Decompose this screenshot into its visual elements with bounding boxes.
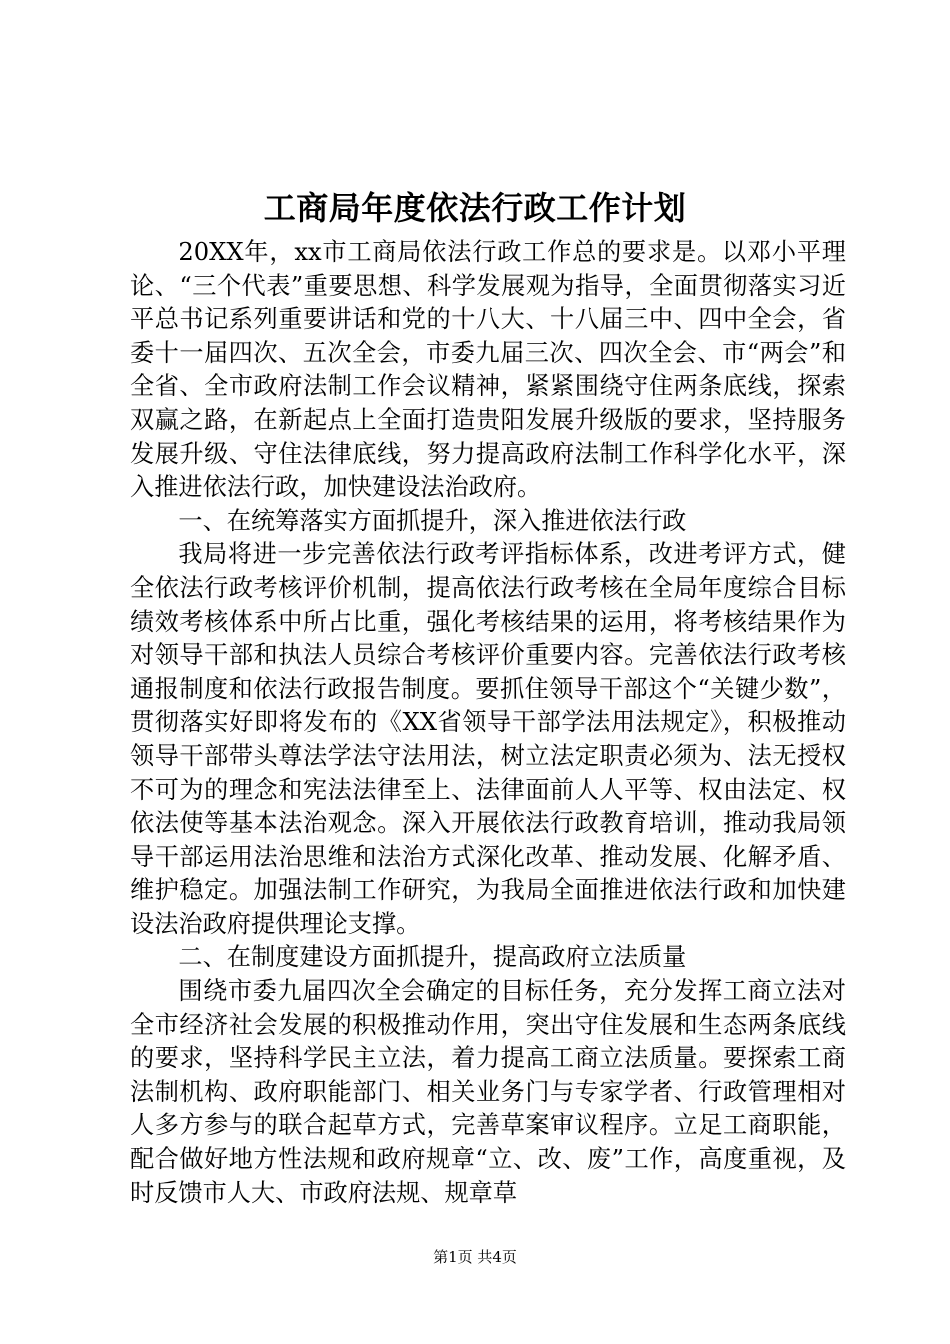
document-title: 工商局年度依法行政工作计划 bbox=[263, 189, 687, 227]
page-number-footer: 第1页 共4页 bbox=[433, 1248, 517, 1266]
document-body bbox=[130, 236, 846, 1210]
section-heading-1: 一、在统筹落实方面抓提升，深入推进依法行政 bbox=[178, 506, 687, 535]
intro-paragraph: 20XX年，xx市工商局依法行政工作总的要求是。以邓小平理论、“三个代表”重要思想、科学发展观为指导，全面贯彻落实习近平总书记系列重要讲话和党的十八大、十八届三中、四中全会，省委十一届四次、五次全会，市委九届三次、四次全会、市“两会”和全省、全市政府法制工作会议精神，紧紧围绕守住两条底线，探索双赢之路，在新起点上全面打造贵阳发展升级版的要求，坚持服务发展升级、守住法律底线，努力提高政府法制工作科学化水平，深入推进依法行政，加快建设法治政府。 bbox=[130, 238, 846, 502]
section-paragraph-2: 围绕市委九届四次全会确定的目标任务，充分发挥工商立法对全市经济社会发展的积极推动作用，突出守住发展和生态两条底线的要求，坚持科学民主立法，着力提高工商立法质量。要探索工商法制机构、政府职能部门、相关业务门与专家学者、行政管理相对人多方参与的联合起草方式，完善草案审议程序。立足工商职能，配合做好地方性法规和政府规章“立、改、废”工作，高度重视，及时反馈市人大、市政府法规、规章草 bbox=[130, 977, 846, 1207]
section-heading-2: 二、在制度建设方面抓提升，提高政府立法质量 bbox=[178, 943, 687, 972]
section-paragraph-1: 我局将进一步完善依法行政考评指标体系，改进考评方式，健全依法行政考核评价机制，提高依法行政考核在全局年度综合目标绩效考核体系中所占比重，强化考核结果的运用，将考核结果作为对领导干部和执法人员综合考核评价重要内容。完善依法行政考核通报制度和依法行政报告制度。要抓住领导干部这个“关键少数”，贯彻落实好即将发布的《XX省领导干部学法用法规定》，积极推动领导干部带头尊法学法守法用法，树立法定职责必须为、法无授权不可为的理念和宪法法律至上、法律面前人人平等、权由法定、权依法使等基本法治观念。深入开展依法行政教育培训，推动我局领导干部运用法治思维和法治方式深化改革、推动发展、化解矛盾、维护稳定。加强法制工作研究，为我局全面推进依法行政和加快建设法治政府提供理论支撑。 bbox=[130, 540, 846, 938]
